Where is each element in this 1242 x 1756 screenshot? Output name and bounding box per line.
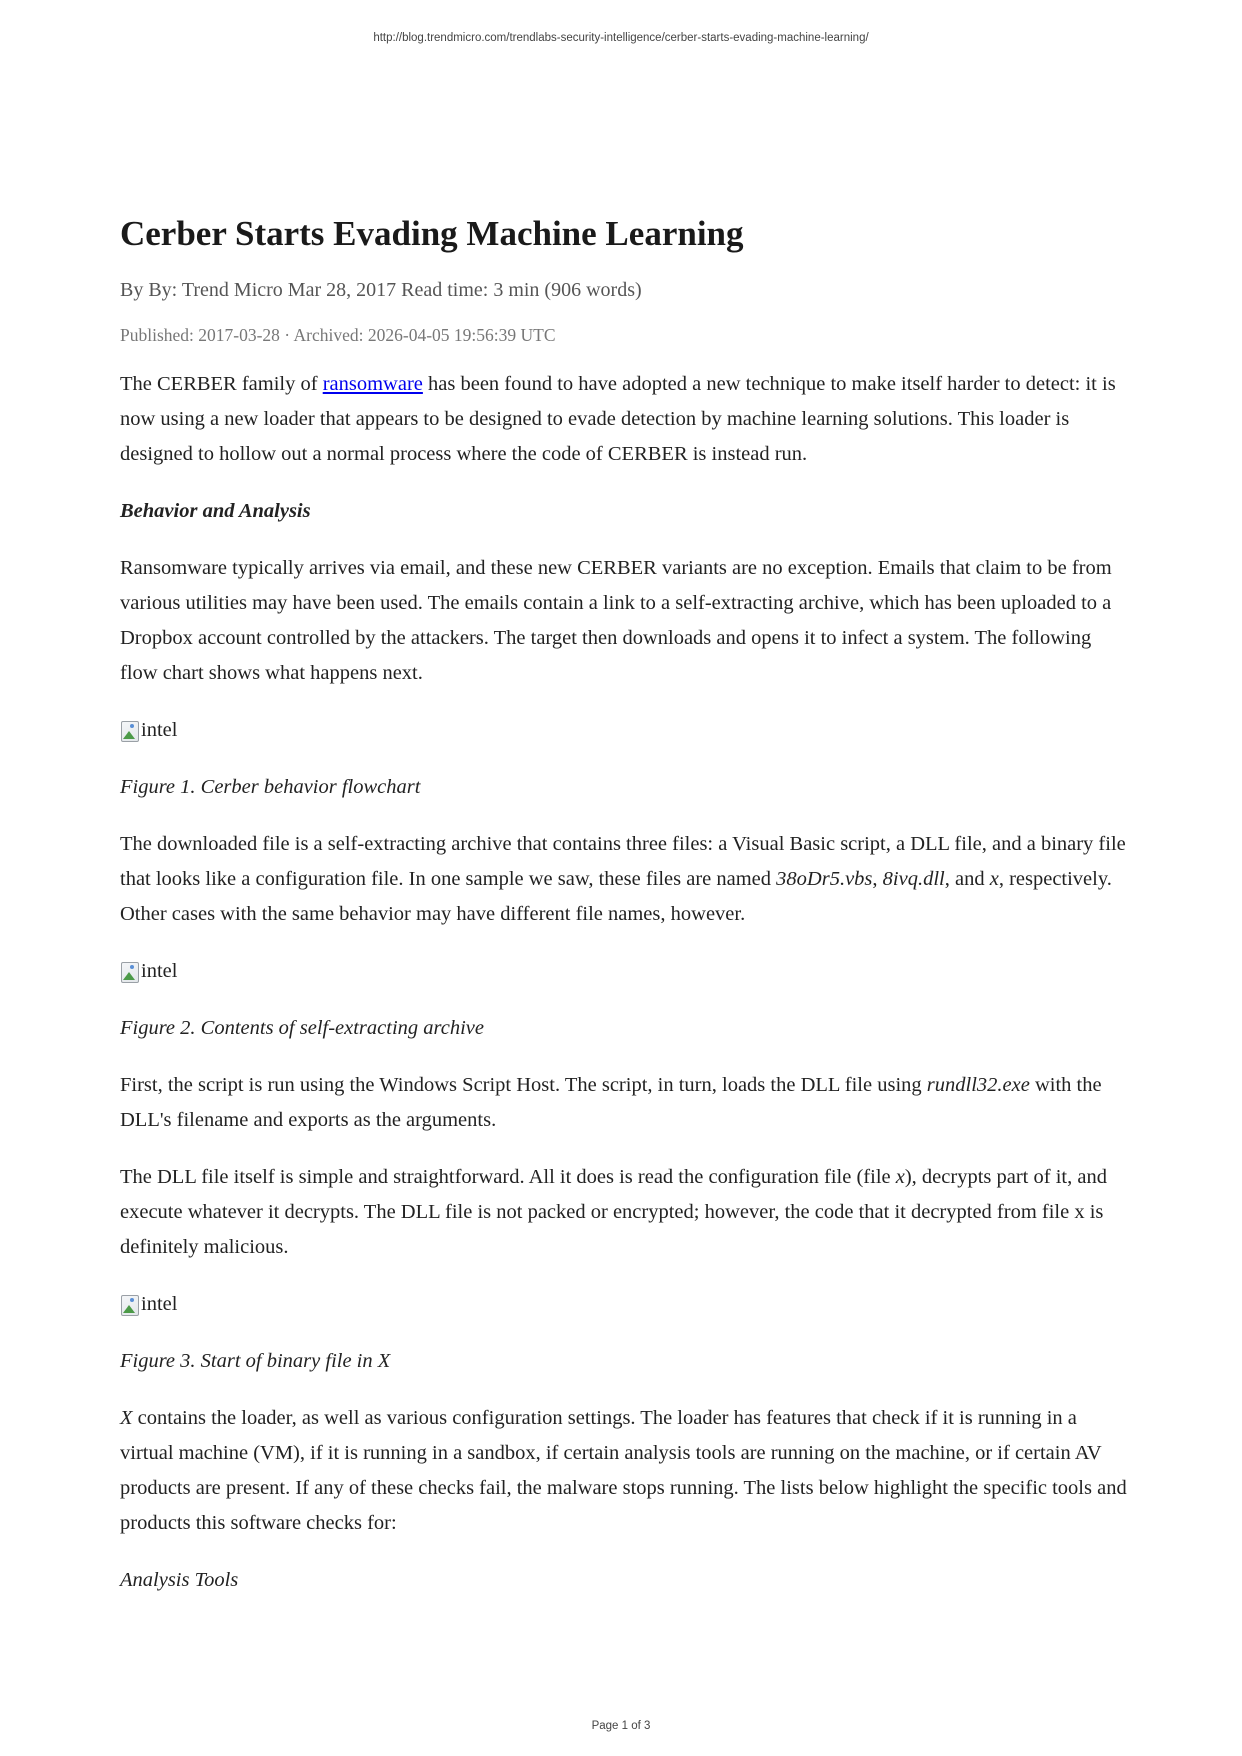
source-url: http://blog.trendmicro.com/trendlabs-security-intelligence/cerber-starts-evading-machine-learning/ xyxy=(373,32,869,44)
intro-text-start: The CERBER family of xyxy=(120,373,323,395)
archive-paragraph xyxy=(120,827,1130,932)
page-number: Page 1 of 3 xyxy=(591,1720,651,1732)
dll-filename: 8ivq.dll xyxy=(882,868,945,890)
dll-paragraph xyxy=(120,1160,1130,1265)
figure-1-image xyxy=(120,713,1130,748)
article-title: Cerber Starts Evading Machine Learning xyxy=(120,214,744,253)
file-x-lead: X xyxy=(120,1407,133,1429)
script-text-start: First, the script is run using the Windows Script Host. The script, in turn, loads the DLL file using xyxy=(120,1074,927,1096)
figure-1-alt-text: intel xyxy=(141,719,178,741)
figure-2-image xyxy=(120,954,1130,989)
section-heading-analysis-tools: Analysis Tools xyxy=(120,1569,239,1591)
figure-2-alt-text: intel xyxy=(141,960,178,982)
figure-3-image xyxy=(120,1287,1130,1322)
ransomware-link[interactable]: ransomware xyxy=(322,373,423,395)
section-heading-behavior: Behavior and Analysis xyxy=(120,500,311,522)
dll-text-end: ), decrypts part of it, and execute whatever it decrypts. The DLL file is not packed or encrypted; however, the code that it decrypted from file x is definitely malicious. xyxy=(120,1166,1107,1258)
broken-image-icon xyxy=(120,961,140,983)
article xyxy=(120,212,1130,1620)
archive-text-start: The downloaded file is a self-extracting archive that contains three files: a Visual Basic script, a DLL file, and a binary file that looks like a configuration file. In one sample we saw, these files are named xyxy=(120,833,1126,890)
figure-3-alt-text: intel xyxy=(141,1293,178,1315)
rundll-exe: rundll32.exe xyxy=(926,1074,1030,1096)
loader-paragraph xyxy=(120,1401,1130,1541)
config-filename: x xyxy=(989,868,999,890)
loader-text: contains the loader, as well as various configuration settings. The loader has features that check if it is running in a virtual machine (VM), if it is running in a sandbox, if certain analysis tools are running on the machine, or if certain AV products are present. If any of these checks fail, the malware stops running. The lists below highlight the specific tools and products this software checks for: xyxy=(120,1407,1127,1534)
figure-3-caption: Figure 3. Start of binary file in X xyxy=(120,1350,391,1372)
figure-1-caption: Figure 1. Cerber behavior flowchart xyxy=(120,776,421,798)
byline: By By: Trend Micro Mar 28, 2017 Read time: 3 min (906 words) xyxy=(120,279,642,301)
broken-image-icon xyxy=(120,1294,140,1316)
archive-text-end: , respectively. Other cases with the same behavior may have different file names, however. xyxy=(120,868,1112,925)
broken-image-icon xyxy=(120,720,140,742)
intro-text-end: has been found to have adopted a new technique to make itself harder to detect: it is now using a new loader that appears to be designed to evade detection by machine learning solutions. This loader is designed to hollow out a normal process where the code of CERBER is instead run. xyxy=(120,373,1116,465)
figure-2-caption: Figure 2. Contents of self-extracting archive xyxy=(120,1017,484,1039)
separator: , and xyxy=(944,868,990,890)
intro-paragraph xyxy=(120,367,1130,472)
file-x: x xyxy=(895,1166,905,1188)
delivery-paragraph: Ransomware typically arrives via email, and these new CERBER variants are no exception. Emails that claim to be from various utilities may have been used. The emails contain a link to a self-extracting archive, which has been uploaded to a Dropbox account controlled by the attackers. The target then downloads and opens it to infect a system. The following flow chart shows what happens next. xyxy=(120,557,1112,684)
published-archived-dates: Published: 2017-03-28 · Archived: 2026-04-05 19:56:39 UTC xyxy=(120,325,556,345)
dll-text-start: The DLL file itself is simple and straightforward. All it does is read the configuration file (file xyxy=(120,1166,896,1188)
separator: , xyxy=(872,868,883,890)
script-paragraph xyxy=(120,1068,1130,1138)
vbs-filename: 38oDr5.vbs xyxy=(776,868,873,890)
script-text-end: with the DLL's filename and exports as the arguments. xyxy=(120,1074,1102,1131)
